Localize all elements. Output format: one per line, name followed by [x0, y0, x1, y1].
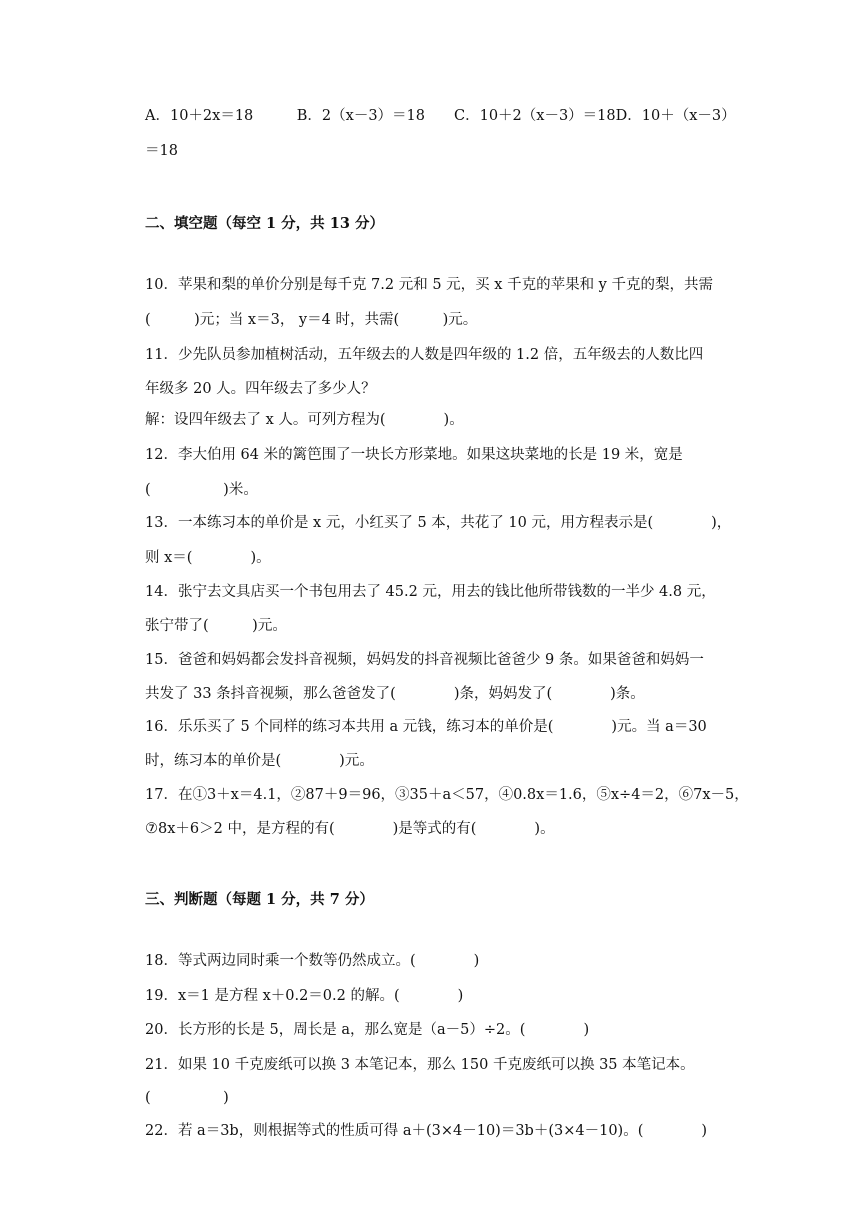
question-12-line-1: 12．李大伯用 64 米的篱笆围了一块长方形菜地。如果这块菜地的长是 19 米，宽是 — [145, 447, 683, 463]
question-13-line-1: 13．一本练习本的单价是 x 元，小红买了 5 本，共花了 10 元，用方程表示是( )， — [145, 515, 732, 531]
section-heading-true-false: 三、判断题（每题 1 分，共 7 分） — [145, 891, 374, 908]
question-15-line-2: 共发了 33 条抖音视频，那么爸爸发了( )条，妈妈发了( )条。 — [145, 686, 645, 702]
question-10-line-2: ( )元；当 x＝3， y＝4 时，共需( )元。 — [145, 312, 478, 328]
question-14-line-1: 14．张宁去文具店买一个书包用去了 45.2 元，用去的钱比他所带钱数的一半少 4.8 元， — [145, 584, 716, 600]
question-10-line-1: 10．苹果和梨的单价分别是每千克 7.2 元和 5 元，买 x 千克的苹果和 y 千克的梨，共需 — [145, 277, 713, 293]
question-19: 19．x＝1 是方程 x＋0.2＝0.2 的解。( ) — [145, 988, 464, 1004]
question-21-line-1: 21．如果 10 千克废纸可以换 3 本笔记本，那么 150 千克废纸可以换 35 本笔记本。 — [145, 1057, 695, 1073]
question-16-line-2: 时，练习本的单价是( )元。 — [145, 753, 374, 769]
question-22: 22．若 a＝3b，则根据等式的性质可得 a＋(3×4－10)＝3b＋(3×4－10)。( ) — [145, 1123, 708, 1139]
option-line: A．10＋2x＝18 B．2（x－3）＝18 C．10＋2（x－3）＝18D．10＋（x－3） — [145, 108, 736, 124]
question-11-line-1: 11．少先队员参加植树活动，五年级去的人数是四年级的 1.2 倍，五年级去的人数比四 — [145, 347, 704, 363]
question-14-line-2: 张宁带了( )元。 — [145, 618, 287, 634]
question-15-line-1: 15．爸爸和妈妈都会发抖音视频，妈妈发的抖音视频比爸爸少 9 条。如果爸爸和妈妈一 — [145, 652, 704, 668]
option-line-continuation: ＝18 — [145, 143, 178, 159]
question-17-line-1: 17．在①3＋x＝4.1，②87＋9＝96，③35＋a＜57，④0.8x＝1.6，⑤x÷4＝2，⑥7x－5， — [145, 787, 749, 803]
question-18: 18．等式两边同时乘一个数等仍然成立。( ) — [145, 953, 480, 969]
question-13-line-2: 则 x＝( )。 — [145, 550, 271, 566]
question-11-line-2: 年级多 20 人。四年级去了多少人？ — [145, 381, 376, 397]
question-21-line-2: ( ) — [145, 1090, 229, 1106]
question-12-line-2: ( )米。 — [145, 482, 258, 498]
question-11-solution: 解：设四年级去了 x 人。可列方程为( )。 — [145, 412, 464, 428]
question-20: 20．长方形的长是 5，周长是 a，那么宽是（a－5）÷2。( ) — [145, 1022, 590, 1038]
section-heading-fill-blank: 二、填空题（每空 1 分，共 13 分） — [145, 215, 384, 232]
question-16-line-1: 16．乐乐买了 5 个同样的练习本共用 a 元钱，练习本的单价是( )元。当 a＝30 — [145, 719, 707, 735]
question-17-line-2: ⑦8x＋6＞2 中，是方程的有( )是等式的有( )。 — [145, 821, 555, 837]
